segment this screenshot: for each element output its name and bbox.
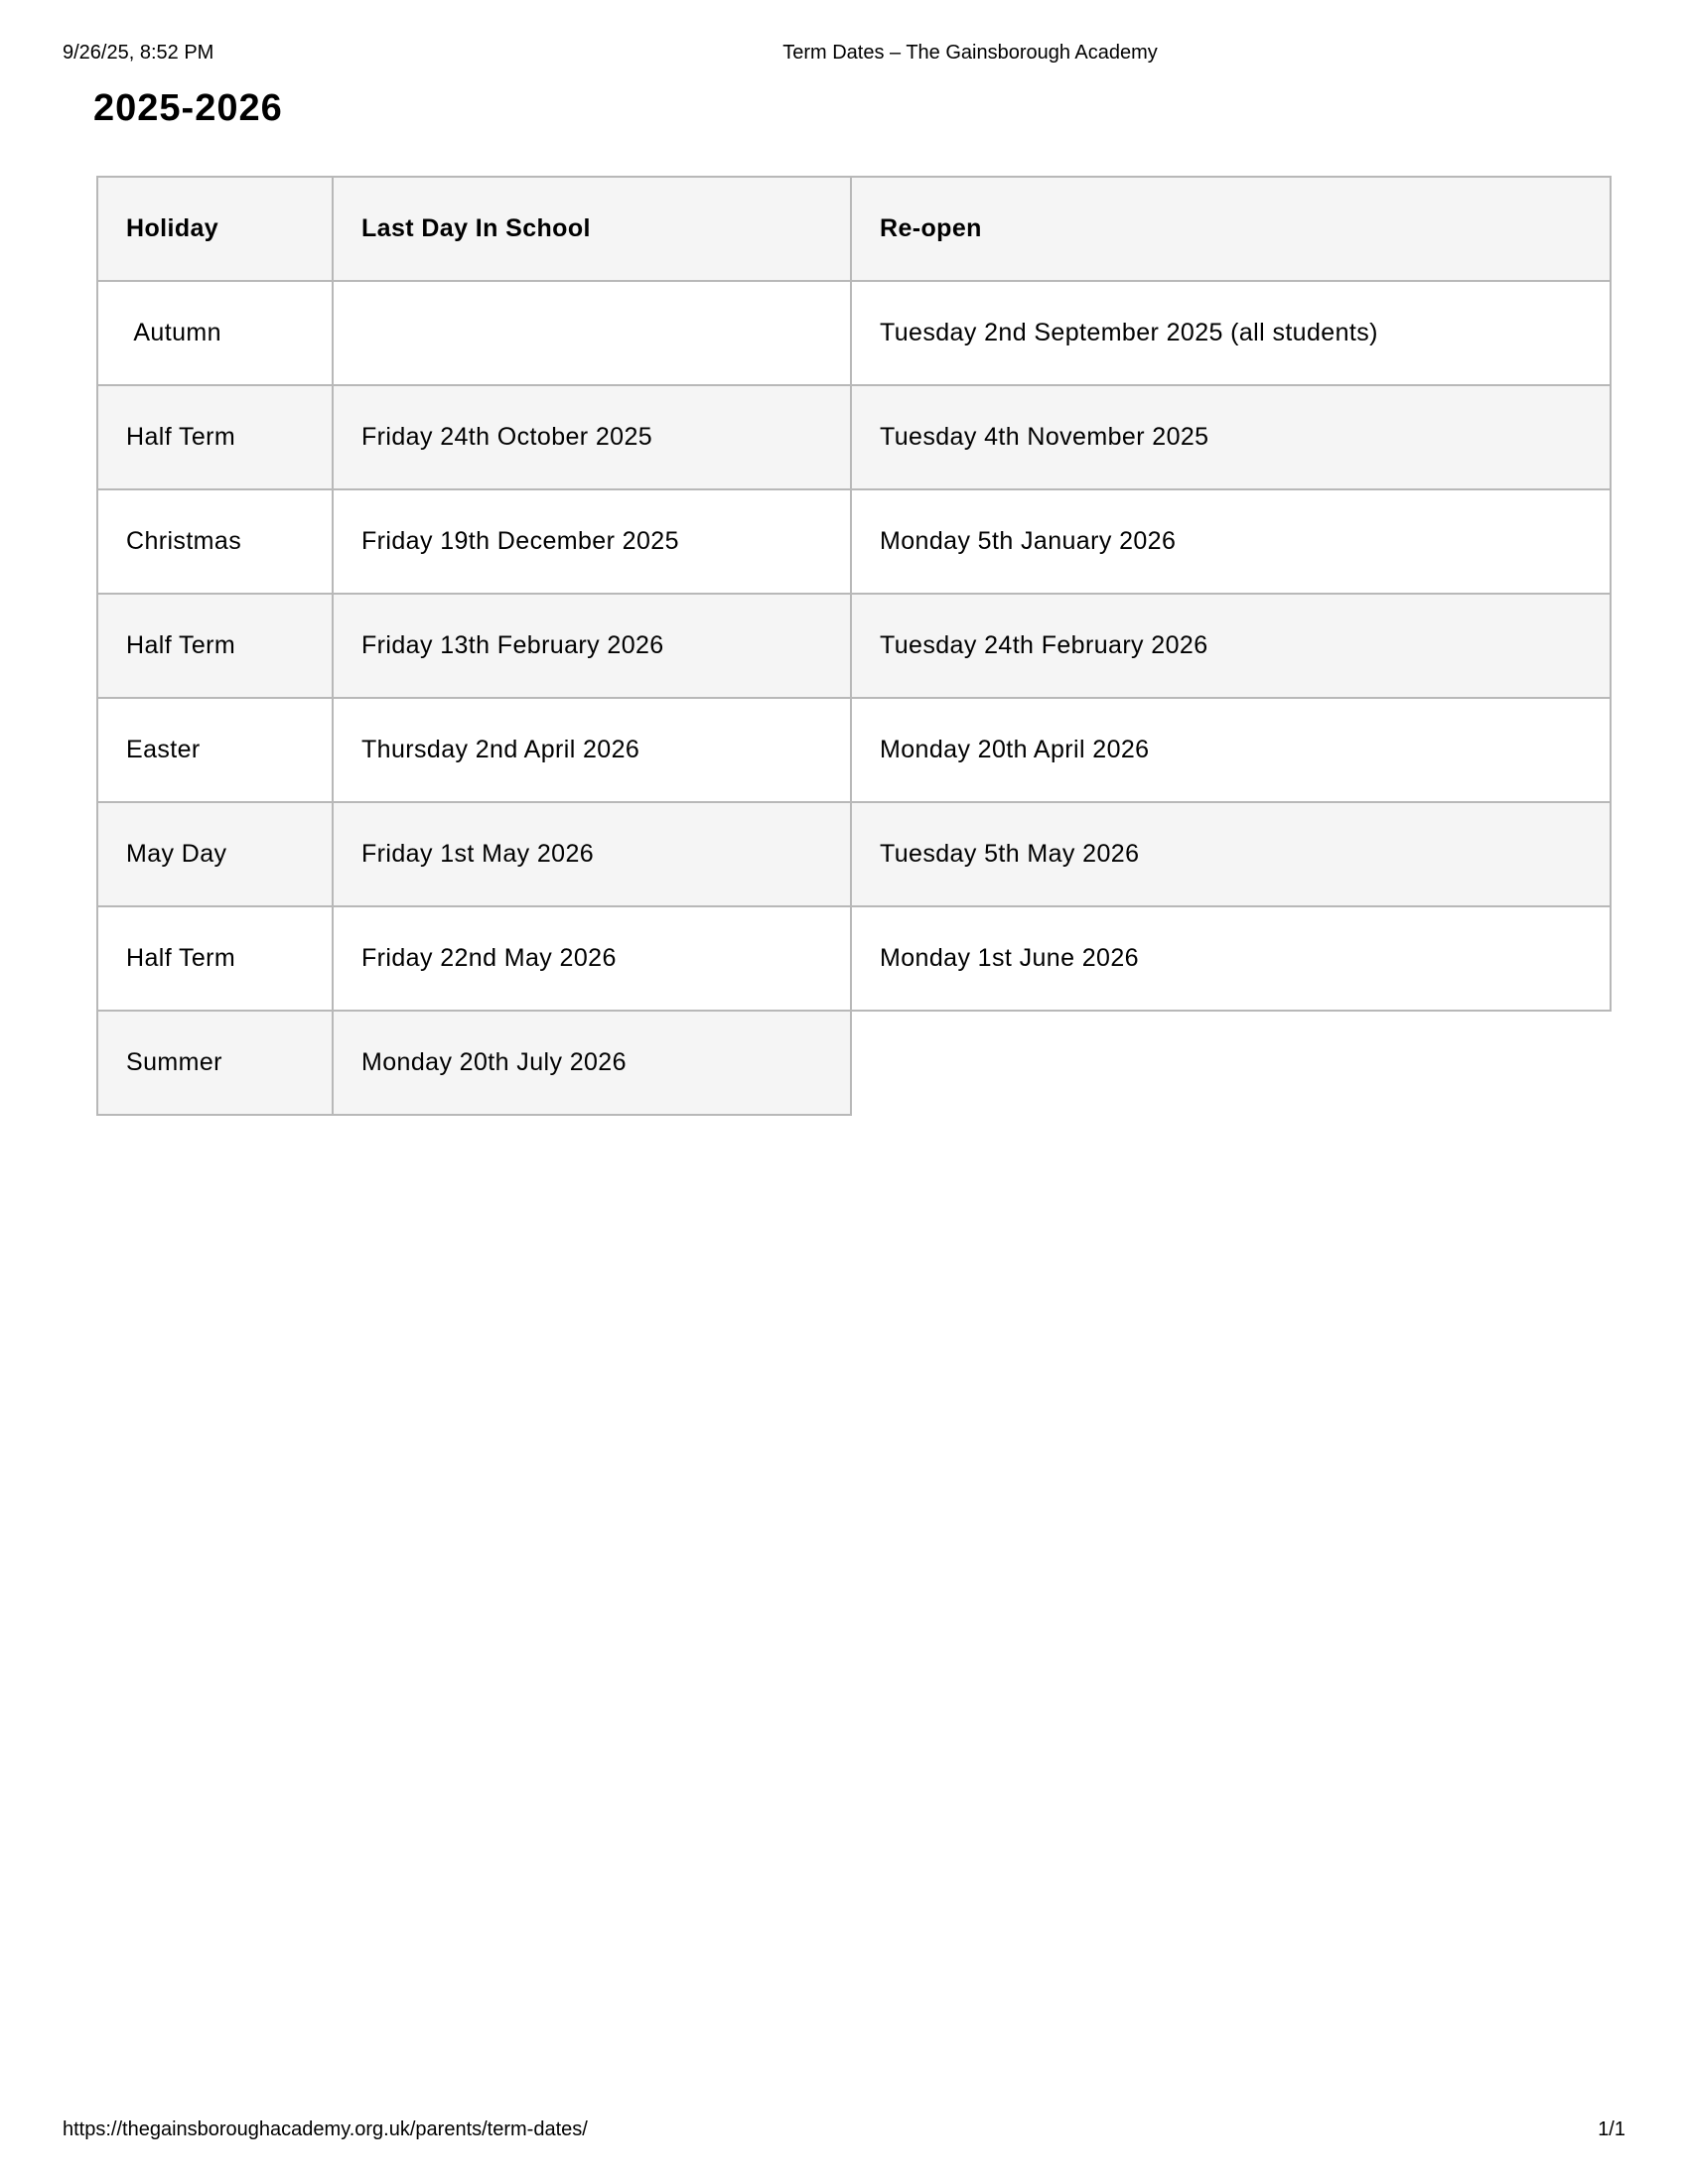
table-row bbox=[97, 281, 1611, 385]
holiday-cell: Summer bbox=[97, 1011, 333, 1115]
table-row bbox=[97, 906, 1611, 1011]
print-footer-page-number: 1/1 bbox=[1598, 2118, 1625, 2140]
reopen-cell: Monday 20th April 2026 bbox=[851, 698, 1611, 802]
holiday-cell: Autumn bbox=[97, 281, 333, 385]
holiday-cell: Half Term bbox=[97, 594, 333, 698]
reopen-cell: Tuesday 24th February 2026 bbox=[851, 594, 1611, 698]
table-row bbox=[97, 594, 1611, 698]
holiday-cell: May Day bbox=[97, 802, 333, 906]
reopen-cell: Tuesday 4th November 2025 bbox=[851, 385, 1611, 489]
reopen-cell: Monday 5th January 2026 bbox=[851, 489, 1611, 594]
term-dates-table bbox=[96, 176, 1612, 1116]
print-header-title: Term Dates – The Gainsborough Academy bbox=[782, 42, 1158, 64]
reopen-cell: Tuesday 2nd September 2025 (all students) bbox=[851, 281, 1611, 385]
last-day-cell: Thursday 2nd April 2026 bbox=[333, 698, 851, 802]
print-header-datetime: 9/26/25, 8:52 PM bbox=[63, 42, 214, 64]
column-header-reopen: Re-open bbox=[851, 177, 1611, 281]
table-body bbox=[97, 281, 1611, 1115]
page-heading: 2025-2026 bbox=[93, 87, 283, 129]
column-header-last-day: Last Day In School bbox=[333, 177, 851, 281]
table-row bbox=[97, 698, 1611, 802]
holiday-cell: Christmas bbox=[97, 489, 333, 594]
table-header-row bbox=[97, 177, 1611, 281]
last-day-cell bbox=[333, 281, 851, 385]
reopen-cell: Monday 1st June 2026 bbox=[851, 906, 1611, 1011]
last-day-cell: Friday 24th October 2025 bbox=[333, 385, 851, 489]
last-day-cell: Friday 19th December 2025 bbox=[333, 489, 851, 594]
holiday-cell: Easter bbox=[97, 698, 333, 802]
table-row bbox=[97, 1011, 1611, 1115]
table-row bbox=[97, 385, 1611, 489]
table-row bbox=[97, 489, 1611, 594]
last-day-cell: Friday 13th February 2026 bbox=[333, 594, 851, 698]
print-footer-url: https://thegainsboroughacademy.org.uk/parents/term-dates/ bbox=[63, 2118, 588, 2140]
last-day-cell: Monday 20th July 2026 bbox=[333, 1011, 851, 1115]
last-day-cell: Friday 1st May 2026 bbox=[333, 802, 851, 906]
last-day-cell: Friday 22nd May 2026 bbox=[333, 906, 851, 1011]
column-header-holiday: Holiday bbox=[97, 177, 333, 281]
reopen-cell: Tuesday 5th May 2026 bbox=[851, 802, 1611, 906]
holiday-cell: Half Term bbox=[97, 906, 333, 1011]
holiday-cell: Half Term bbox=[97, 385, 333, 489]
table-row bbox=[97, 802, 1611, 906]
